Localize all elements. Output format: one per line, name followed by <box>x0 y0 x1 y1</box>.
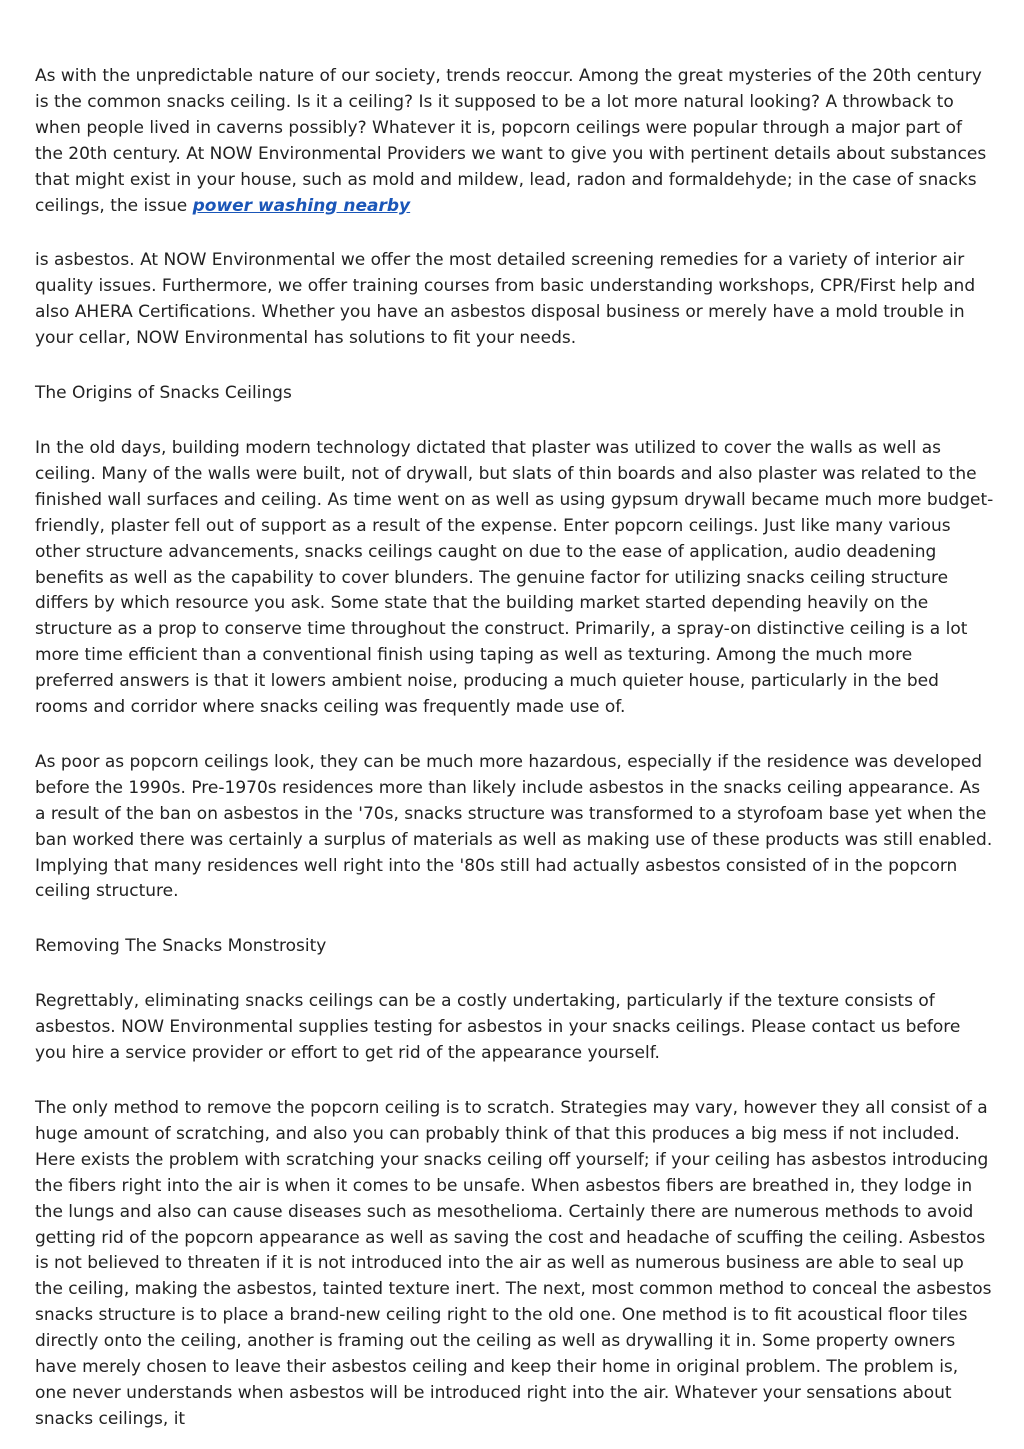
paragraph-removal-methods: The only method to remove the popcorn ceiling is to scratch. Strategies may vary, however they all consist of a huge amount of scratching, and also you can probably think of that this produces a big mess if not included. Here exists the problem with scratching your snacks ceiling off yourself; if your ceiling has asbestos introducing the fibers right into the air is when it comes to be unsafe. When asbestos fibers are breathed in, they lodge in the lungs and also can cause diseases such as mesothelioma. Certainly there are numerous methods to avoid getting rid of the popcorn appearance as well as saving the cost and headache of scuffing the ceiling. Asbestos is not believed to threaten if it is not introduced into the air as well as numerous business are able to seal up the ceiling, making the asbestos, tainted texture inert. The next, most common method to conceal the asbestos snacks structure is to place a brand-new ceiling right to the old one. One method is to fit acoustical floor tiles directly onto the ceiling, another is framing out the ceiling as well as drywalling it in. Some property owners have merely chosen to leave their asbestos ceiling and keep their home in original problem. The problem is, one never understands when asbestos will be introduced right into the air. Whatever your sensations about snacks ceilings, it <box>35 1098 992 1429</box>
paragraph-removal-cost: Regrettably, eliminating snacks ceilings can be a costly undertaking, particularly if the texture consists of asbestos. NOW Environmental supplies testing for asbestos in your snacks ceilings. Please contact us before you hire a service provider or effort to get rid of the appearance yourself. <box>35 991 961 1064</box>
power-washing-link[interactable]: power washing nearby <box>192 195 411 216</box>
section-heading-origins: The Origins of Snacks Ceilings <box>35 383 292 404</box>
paragraph-origins: In the old days, building modern technology dictated that plaster was utilized to cover the walls as well as ceiling. Many of the walls were built, not of drywall, but slats of thin boards and also plaster was related to the finished wall surfaces and ceiling. As time went on as well as using gypsum drywall became much more budget-friendly, plaster fell out of support as a result of the expense. Enter popcorn ceilings. Just like many various other structure advancements, snacks ceilings caught on due to the ease of application, audio deadening benefits as well as the capability to cover blunders. The genuine factor for utilizing snacks ceiling structure differs by which resource you ask. Some state that the building market started depending heavily on the structure as a prop to conserve time throughout the construct. Primarily, a spray-on distinctive ceiling is a lot more time efficient than a conventional finish using taping as well as texturing. Among the much more preferred answers is that it lowers ambient noise, producing a much quieter house, particularly in the bed rooms and corridor where snacks ceiling was frequently made use of. <box>35 437 994 718</box>
paragraph-asbestos-services: is asbestos. At NOW Environmental we offer the most detailed screening remedies for a variety of interior air quality issues. Furthermore, we offer training courses from basic understanding workshops, CPR/First help and also AHERA Certifications. Whether you have an asbestos disposal business or merely have a mold trouble in your cellar, NOW Environmental has solutions to fit your needs. <box>35 250 976 349</box>
section-heading-removing: Removing The Snacks Monstrosity <box>35 936 327 957</box>
paragraph-hazards: As poor as popcorn ceilings look, they can be much more hazardous, especially if the residence was developed before the 1990s. Pre-1970s residences more than likely include asbestos in the snacks ceiling appearance. As a result of the ban on asbestos in the '70s, snacks structure was transformed to a styrofoam base yet when the ban worked there was certainly a surplus of materials as well as making use of these products was still enabled. Implying that many residences well right into the '80s still had actually asbestos consisted of in the popcorn ceiling structure. <box>35 751 993 902</box>
paragraph-intro <box>35 64 995 219</box>
document-body <box>35 64 995 1433</box>
paragraph-intro-text: As with the unpredictable nature of our society, trends reoccur. Among the great mysteries of the 20th century is the common snacks ceiling. Is it a ceiling? Is it supposed to be a lot more natural looking? A throwback to when people lived in caverns possibly? Whatever it is, popcorn ceilings were popular through a major part of the 20th century. At NOW Environmental Providers we want to give you with pertinent details about substances that might exist in your house, such as mold and mildew, lead, radon and formaldehyde; in the case of snacks ceilings, the issue <box>35 66 987 216</box>
